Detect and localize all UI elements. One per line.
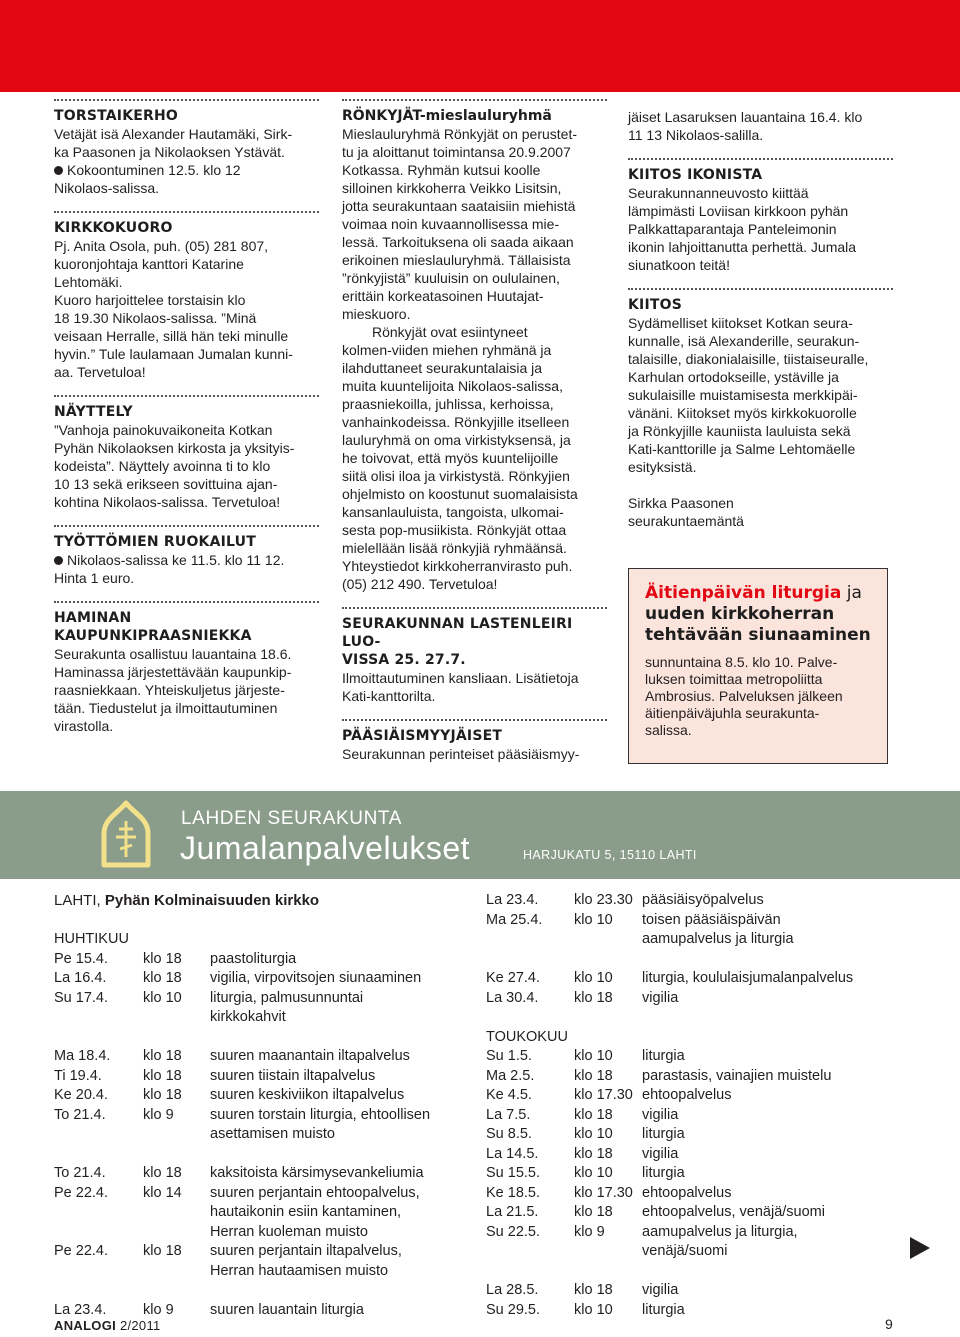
- schedule-rows: [54, 950, 474, 1321]
- text-line: mielellään lisää rönkyjiä ryhmäänsä.: [342, 540, 567, 556]
- schedule-time: [143, 1262, 210, 1282]
- text-line: tään. Tiedustelut ja ilmoittautuminen: [54, 700, 278, 716]
- schedule-date: Su 17.4.: [54, 989, 109, 1006]
- schedule-event: suuren perjantain ehtoopalvelus,: [210, 1184, 420, 1201]
- schedule-date: La 21.5.: [486, 1204, 539, 1220]
- heading-haminan: HAMINAN KAUPUNKIPRAASNIEKKA: [54, 610, 252, 644]
- schedule-time: [143, 1223, 210, 1243]
- schedule-event: suuren keskiviikon iltapalvelus: [210, 1087, 405, 1103]
- text-line: jotta seurakuntaan saataisiin miehistä: [342, 198, 576, 214]
- text-line: lessä. Tarkoituksena oli saada aikaan: [342, 234, 574, 250]
- schedule-date: [54, 1008, 143, 1028]
- schedule-date: [486, 930, 574, 950]
- schedule-row: [54, 1067, 474, 1087]
- heading-tyottomien: TYÖTTÖMIEN RUOKAILUT: [54, 534, 256, 550]
- schedule-time: klo 18: [574, 1067, 613, 1084]
- text-line: Pyhän Nikolaoksen kirkosta ja yksityis-: [54, 440, 295, 456]
- page-number: 9: [885, 1316, 893, 1332]
- church-icon: [94, 799, 158, 871]
- schedule-time: klo 18: [143, 1087, 182, 1103]
- schedule-time: klo 17.30: [574, 1184, 633, 1201]
- schedule-time: klo 10: [574, 1126, 613, 1142]
- dotted-rule: [54, 601, 319, 603]
- schedule-time: klo 18: [143, 1165, 182, 1181]
- callout-title-red: Äitienpäivän liturgia: [645, 583, 842, 603]
- schedule-row: [54, 1047, 474, 1067]
- text-line: kansanlauluista, tangoista, ulkomai-: [342, 504, 564, 520]
- schedule-date: [54, 1203, 143, 1223]
- schedule-date: Ma 2.5.: [486, 1067, 535, 1084]
- schedule-event: suuren lauantain liturgia: [210, 1301, 364, 1318]
- schedule-time: klo 18: [143, 950, 182, 967]
- schedule-row: [486, 1125, 906, 1145]
- schedule-right: [486, 891, 906, 1320]
- schedule-date: Ke 18.5.: [486, 1184, 541, 1201]
- text-line: vanhainkodeissa. Rönkyjille itselleen: [342, 414, 570, 430]
- text-line: Hinta 1 euro.: [54, 570, 135, 586]
- schedule-event: ehtoopalvelus: [642, 1087, 732, 1103]
- schedule-event: vigilia: [642, 1282, 679, 1298]
- schedule-time: klo 14: [143, 1184, 182, 1201]
- schedule-date: La 14.5.: [486, 1145, 539, 1162]
- text-line: ”Vanhoja painokuvaikoneita Kotkan: [54, 422, 273, 438]
- schedule-row: [486, 989, 906, 1009]
- schedule-date: [486, 1242, 574, 1262]
- schedule-time: klo 18: [143, 1243, 182, 1259]
- month-heading: HUHTIKUU: [54, 931, 129, 947]
- schedule-event: vigilia: [642, 989, 679, 1006]
- schedule-row: [486, 1301, 906, 1321]
- text-line: lämpimästi Loviisan kirkkoon pyhän: [628, 203, 849, 219]
- text-line: kunnalle, isä Alexanderille, seurakun-: [628, 333, 860, 349]
- schedule-row: [486, 891, 906, 911]
- section-nayttely: [54, 395, 324, 511]
- text-line: ohjelmisto on koostunut suomalaisista: [342, 486, 578, 502]
- schedule-event: vigilia: [642, 1106, 679, 1123]
- schedule-date: Su 22.5.: [486, 1223, 541, 1240]
- text-line: ikonin lahjoittanutta perhettä. Jumala: [628, 239, 857, 255]
- schedule-time: klo 9: [143, 1301, 174, 1318]
- heading-kiitos-ikonista: KIITOS IKONISTA: [628, 167, 763, 183]
- text-line: virastolla.: [54, 718, 114, 734]
- text-span: Nikolaos-salissa ke 11.5. klo 11 12.: [67, 552, 285, 568]
- callout-body: [645, 654, 871, 739]
- text-line: Kotkassa. Ryhmän kutsui koolle: [342, 162, 541, 178]
- schedule-time: [143, 1008, 210, 1028]
- footer-issue: 2/2011: [116, 1318, 161, 1333]
- column-1: [54, 99, 324, 749]
- schedule-row: [54, 1203, 474, 1223]
- schedule-event: vigilia: [642, 1145, 679, 1162]
- text-line: esityksistä.: [628, 459, 697, 475]
- schedule-row: [54, 1008, 474, 1028]
- text-line: Kati-kanttorilta.: [342, 688, 436, 704]
- text-line: Nikolaos-salissa.: [54, 180, 160, 196]
- bullet-icon: [54, 166, 63, 175]
- text-span: Kokoontuminen 12.5. klo 12: [67, 162, 241, 178]
- footer-name: ANALOGI: [54, 1318, 117, 1333]
- column-3: [628, 108, 898, 544]
- schedule-time: klo 18: [574, 989, 613, 1006]
- text-line: Seurakunta osallistuu lauantaina 18.6.: [54, 646, 292, 662]
- schedule-date: To 21.4.: [54, 1106, 106, 1123]
- schedule-row: [54, 950, 474, 970]
- callout-title-line3: tehtävään siunaaminen: [645, 625, 871, 645]
- schedule-event: hautaikonin esiin kantaminen,: [210, 1204, 402, 1220]
- dotted-rule: [54, 525, 319, 527]
- schedule-row: [486, 1047, 906, 1067]
- schedule-event: parastasis, vainajien muistelu: [642, 1067, 832, 1084]
- schedule-event: aamupalvelus ja liturgia,: [642, 1223, 798, 1240]
- schedule-event: aamupalvelus ja liturgia: [642, 931, 794, 947]
- heading-kiitos: KIITOS: [628, 297, 683, 313]
- schedule-date: La 30.4.: [486, 989, 539, 1006]
- schedule-event: pääsiäisyöpalvelus: [642, 892, 764, 908]
- bullet-icon: [54, 556, 63, 565]
- church-name: Pyhän Kolminaisuuden kirkko: [104, 892, 320, 909]
- schedule-date: Pe 22.4.: [54, 1184, 109, 1201]
- text-line: ilahduttaneet seurakuntalaisia ja: [342, 360, 543, 376]
- text-line: luksen toimittaa metropoliitta: [645, 671, 823, 687]
- dotted-rule: [342, 607, 607, 609]
- text-line: Mieslauluryhmä Rönkyjät on perustet-: [342, 126, 577, 142]
- schedule-row: [486, 1067, 906, 1087]
- schedule-event: liturgia: [642, 1165, 685, 1181]
- schedule-row: [54, 1223, 474, 1243]
- schedule-date: Su 8.5.: [486, 1126, 532, 1142]
- text-line: hyvin.” Tule laulamaan Jumalan kunni-: [54, 346, 293, 362]
- schedule-date: Ke 4.5.: [486, 1087, 532, 1103]
- schedule-time: klo 9: [143, 1106, 174, 1123]
- section-haminan: [54, 601, 324, 735]
- church-heading: [54, 891, 474, 911]
- schedule-event: venäjä/suomi: [642, 1243, 728, 1259]
- text-line: sukulaisille muistamisesta merkkipäi-: [628, 387, 858, 403]
- section-paasiaismyyjaiset: [342, 719, 612, 763]
- schedule-date: La 7.5.: [486, 1106, 531, 1123]
- schedule-row: [54, 1262, 474, 1282]
- text-line: kuoronjohtaja kanttori Katarine: [54, 256, 244, 272]
- heading-ronkyjat: RÖNKYJÄT-mieslauluryhmä: [342, 108, 552, 124]
- schedule-event: liturgia: [642, 1301, 685, 1318]
- column-2: [342, 99, 612, 777]
- text-line: kodeista”. Näyttely avoinna ti to klo: [54, 458, 271, 474]
- schedule-date: Ti 19.4.: [54, 1067, 102, 1084]
- schedule-time: klo 17.30: [574, 1087, 633, 1103]
- text-line: Seurakunnan perinteiset pääsiäismyy-: [342, 746, 580, 762]
- schedule-event: ehtoopalvelus: [642, 1184, 732, 1201]
- schedule-row: [486, 969, 906, 989]
- dotted-rule: [628, 288, 893, 290]
- schedule-row: [486, 1164, 906, 1184]
- text-line: (05) 212 490. Tervetuloa!: [342, 576, 498, 592]
- dotted-rule: [342, 99, 607, 101]
- schedule-time: [574, 1242, 642, 1262]
- text-line: ja Rönkyjille kauniista lauluista sekä: [628, 423, 851, 439]
- schedule-date: Ma 18.4.: [54, 1048, 111, 1064]
- text-line: Vetäjät isä Alexander Hautamäki, Sirk-: [54, 126, 293, 142]
- dotted-rule: [628, 158, 893, 160]
- schedule-event: kirkkokahvit: [210, 1009, 286, 1025]
- schedule-row: [486, 930, 906, 950]
- text-line: kohtina Nikolaos-salissa. Tervetuloa!: [54, 494, 281, 510]
- text-line: sesta pop-musiikista. Rönkyjät ottaa: [342, 522, 567, 538]
- schedule-event: vigilia, virpovitsojen siunaaminen: [210, 970, 422, 986]
- schedule-date: Su 29.5.: [486, 1301, 541, 1318]
- text-line: 10 13 sekä erikseen sovittuina ajan-: [54, 476, 278, 492]
- schedule-row: [486, 1184, 906, 1204]
- schedule-date: La 23.4.: [54, 1301, 107, 1318]
- schedule-date: Su 1.5.: [486, 1048, 532, 1064]
- schedule-row: [486, 1223, 906, 1243]
- schedule-row: [54, 989, 474, 1009]
- schedule-event: ehtoopalvelus, venäjä/suomi: [642, 1204, 825, 1220]
- text-line: [54, 551, 324, 569]
- text-line: kolmen-viiden miehen ryhmänä ja: [342, 342, 552, 358]
- schedule-date: Su 15.5.: [486, 1165, 541, 1181]
- next-page-arrow-icon[interactable]: [910, 1237, 930, 1259]
- text-line: tu ja aloittanut toimintansa 20.9.2007: [342, 144, 571, 160]
- schedule-event: suuren tiistain iltapalvelus: [210, 1067, 376, 1084]
- schedule-date: Pe 22.4.: [54, 1243, 109, 1259]
- header-band: [0, 791, 960, 879]
- schedule-row: [54, 1086, 474, 1106]
- text-line: Ambrosius. Palveluksen jälkeen: [645, 688, 843, 704]
- schedule-row: [486, 1086, 906, 1106]
- schedule-row: [54, 1164, 474, 1184]
- schedule-time: [143, 1203, 210, 1223]
- callout-aitienpaiva: [628, 568, 888, 764]
- schedule-event: kaksitoista kärsimysevankeliumia: [210, 1165, 424, 1181]
- text-line: voimaa noin kuvaannollisessa mie-: [342, 216, 560, 232]
- text-line: Kuoro harjoittelee torstaisin klo: [54, 292, 246, 308]
- section-kirkkokuoro: [54, 211, 324, 381]
- heading-nayttely: NÄYTTELY: [54, 404, 133, 420]
- dotted-rule: [54, 395, 319, 397]
- heading-torstaikerho: TORSTAIKERHO: [54, 108, 179, 124]
- signature-name: Sirkka Paasonen: [628, 495, 734, 511]
- heading-paasiaismyyjaiset: PÄÄSIÄISMYYJÄISET: [342, 728, 503, 744]
- schedule-event: asettamisen muisto: [210, 1126, 335, 1142]
- schedule-date: Ma 25.4.: [486, 911, 543, 928]
- text-line: sunnuntaina 8.5. klo 10. Palve-: [645, 654, 838, 670]
- dotted-rule: [54, 211, 319, 213]
- schedule-row: [486, 1203, 906, 1223]
- schedule-time: klo 10: [574, 1165, 613, 1181]
- schedule-event: liturgia, koululaisjumalanpalvelus: [642, 970, 854, 986]
- section-tyottomien-ruokailut: [54, 525, 324, 587]
- text-line: aa. Tervetuloa!: [54, 364, 146, 380]
- schedule-time: klo 10: [574, 1301, 613, 1318]
- schedule-row: [54, 1242, 474, 1262]
- schedule-event: liturgia: [642, 1048, 685, 1064]
- schedule-date: Ke 20.4.: [54, 1087, 109, 1103]
- schedule-row: [54, 969, 474, 989]
- schedule-time: klo 18: [143, 970, 182, 986]
- heading-kirkkokuoro: KIRKKOKUORO: [54, 220, 173, 236]
- schedule-time: klo 9: [574, 1223, 605, 1240]
- schedule-date: La 28.5.: [486, 1282, 539, 1298]
- schedule-event: suuren maanantain iltapalvelus: [210, 1048, 410, 1064]
- text-line: salissa.: [645, 722, 692, 738]
- text-line: Sydämelliset kiitokset Kotkan seura-: [628, 315, 853, 331]
- text-line: siunatkoon teitä!: [628, 257, 730, 273]
- text-line: ka Paasonen ja Nikolaoksen Ystävät.: [54, 144, 285, 160]
- schedule-rows: [486, 891, 906, 1008]
- text-line: Ilmoittautuminen kansliaan. Lisätietoja: [342, 670, 579, 686]
- schedule-date: [54, 1125, 143, 1145]
- schedule-row: [54, 1184, 474, 1204]
- section-lastenleiri: [342, 607, 612, 705]
- church-prefix: LAHTI,: [54, 892, 105, 909]
- schedule-row: [54, 1125, 474, 1145]
- text-line: 11 13 Nikolaos-salilla.: [628, 127, 764, 143]
- text-line: Haminassa järjestettävään kaupunkip-: [54, 664, 292, 680]
- section-myyjaiset-cont: [628, 108, 898, 144]
- section-ronkyjat: [342, 99, 612, 593]
- text-line: Kati-kanttorille ja Salme Lehtomäelle: [628, 441, 856, 457]
- schedule-time: klo 10: [574, 970, 613, 986]
- text-line: [54, 161, 324, 179]
- schedule-event: liturgia, palmusunnuntai: [210, 989, 364, 1006]
- text-line: Pj. Anita Osola, puh. (05) 281 807,: [54, 238, 269, 254]
- footer-publication: [54, 1318, 161, 1333]
- schedule-event: suuren perjantain iltapalvelus,: [210, 1243, 402, 1259]
- schedule-time: klo 18: [143, 1048, 182, 1064]
- text-line: äitienpäiväjuhla seurakunta-: [645, 705, 820, 721]
- dotted-rule: [54, 99, 319, 101]
- schedule-time: klo 18: [574, 1204, 613, 1220]
- heading-lastenleiri-2: VISSA 25. 27.7.: [342, 652, 466, 668]
- text-line: ”rönkyjistä” kuuluisin on oululainen,: [342, 270, 560, 286]
- schedule-row: [486, 1106, 906, 1126]
- schedule-event: suuren torstain liturgia, ehtoollisen: [210, 1106, 431, 1123]
- schedule-rows: [486, 1047, 906, 1320]
- text-line: jäiset Lasaruksen lauantaina 16.4. klo: [628, 109, 863, 125]
- callout-title-ja: ja: [841, 583, 862, 603]
- schedule-date: La 16.4.: [54, 970, 107, 986]
- schedule-time: klo 18: [574, 1145, 613, 1162]
- schedule-date: [54, 1223, 143, 1243]
- text-line: Yhteystiedot kirkkoherranvirasto puh.: [342, 558, 573, 574]
- schedule-date: To 21.4.: [54, 1165, 106, 1181]
- schedule-time: [143, 1125, 210, 1145]
- schedule-time: klo 10: [143, 989, 182, 1006]
- schedule-time: klo 18: [574, 1282, 613, 1298]
- band-title: Jumalanpalvelukset: [180, 830, 471, 866]
- schedule-date: Pe 15.4.: [54, 950, 109, 967]
- text-line: praasniekoilla, juhlissa, kerhoissa,: [342, 396, 554, 412]
- text-line: silloinen kirkkoherra Veikko Lisitsin,: [342, 180, 562, 196]
- schedule-event: Herran kuoleman muisto: [210, 1223, 368, 1240]
- schedule-date: La 23.4.: [486, 892, 539, 908]
- schedule-time: klo 10: [574, 1048, 613, 1064]
- schedule-event: Herran hautaamisen muisto: [210, 1262, 389, 1279]
- signature-title: seurakuntaemäntä: [628, 513, 744, 529]
- text-line: erittäin korkeatasoinen Huutajat-: [342, 288, 544, 304]
- schedule-row: [486, 1145, 906, 1165]
- section-kiitos: [628, 288, 898, 530]
- text-line: vänäni. Kiitokset myös kirkkokuorolle: [628, 405, 857, 421]
- text-line: veisaan Herralle, sillä hän teki minulle: [54, 328, 289, 344]
- schedule-row: [54, 1106, 474, 1126]
- text-line: he toivovat, että myös kuuntelijoille: [342, 450, 559, 466]
- schedule-row: [486, 1281, 906, 1301]
- schedule-event: paastoliturgia: [210, 950, 297, 967]
- schedule-time: klo 10: [574, 911, 613, 928]
- schedule-row: [486, 911, 906, 931]
- section-kiitos-ikonista: [628, 158, 898, 274]
- text-line: erikoinen mieslauluryhmä. Tällaisista: [342, 252, 571, 268]
- schedule-time: [574, 930, 642, 950]
- schedule-time: klo 18: [574, 1106, 613, 1123]
- schedule-time: klo 23.30: [574, 892, 633, 908]
- text-line: talaisille, diakonialaisille, tiistaiseuralle,: [628, 351, 869, 367]
- text-line: raasniekkaan. Yhteiskuljetus järjeste-: [54, 682, 285, 698]
- text-line: Palkkattaparantaja Panteleimonin: [628, 221, 837, 237]
- text-line: lauluryhmä on oma virkistyksensä, ja: [342, 432, 571, 448]
- schedule-left: [54, 891, 474, 1320]
- band-address: HARJUKATU 5, 15110 LAHTI: [523, 848, 697, 862]
- schedule-date: [54, 1262, 143, 1282]
- callout-title-line1: [645, 583, 871, 604]
- callout-title-line2: uuden kirkkoherran: [645, 604, 835, 624]
- top-color-bar: [0, 0, 960, 92]
- text-line: Rönkyjät ovat esiintyneet: [372, 324, 528, 340]
- schedule-date: Ke 27.4.: [486, 970, 541, 986]
- text-line: siitä olisi iloa ja virkistystä. Rönkyjien: [342, 468, 570, 484]
- schedule-event: toisen pääsiäispäivän: [642, 911, 781, 928]
- text-line: muita kuuntelijoita Nikolaos-salissa,: [342, 378, 563, 394]
- month-heading: TOUKOKUU: [486, 1028, 568, 1045]
- text-line: 18 19.30 Nikolaos-salissa. ”Minä: [54, 310, 257, 326]
- schedule-event: liturgia: [642, 1126, 685, 1142]
- section-torstaikerho: [54, 99, 324, 197]
- text-line: mieskuoro.: [342, 306, 411, 322]
- text-line: Lehtomäki.: [54, 274, 123, 290]
- heading-lastenleiri-1: SEURAKUNNAN LASTENLEIRI LUO-: [342, 616, 573, 650]
- schedule-row: [486, 1242, 906, 1262]
- text-line: Karhulan ortodokseille, ystäville ja: [628, 369, 839, 385]
- text-line: Seurakunnanneuvosto kiittää: [628, 185, 809, 201]
- dotted-rule: [342, 719, 607, 721]
- band-subtitle: LAHDEN SEURAKUNTA: [181, 808, 402, 829]
- schedule-time: klo 18: [143, 1067, 182, 1084]
